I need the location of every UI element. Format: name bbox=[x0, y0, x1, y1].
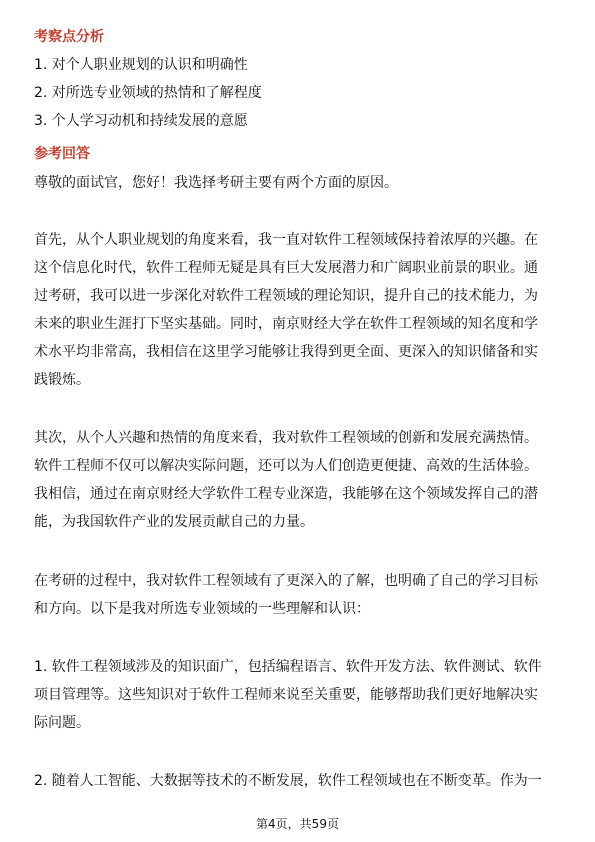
answer-line: 1. 软件工程领域涉及的知识面广，包括编程语言、软件开发方法、软件测试、软件 bbox=[34, 659, 542, 675]
answer-line: 项目管理等。这些知识对于软件工程师来说至关重要，能够帮助我们更好地解决实 bbox=[34, 687, 538, 703]
answer-line: 这个信息化时代，软件工程师无疑是具有巨大发展潜力和广阔职业前景的职业。通 bbox=[34, 260, 538, 276]
answer-heading: 参考回答 bbox=[34, 146, 90, 162]
answer-line: 能，为我国软件产业的发展贡献自己的力量。 bbox=[34, 514, 314, 530]
page-number: 第4页，共59页 bbox=[256, 817, 339, 831]
answer-line: 尊敬的面试官，您好！我选择考研主要有两个方面的原因。 bbox=[34, 175, 398, 191]
answer-line: 未来的职业生涯打下坚实基础。同时，南京财经大学在软件工程领域的知名度和学 bbox=[34, 316, 538, 332]
analysis-item: 1. 对个人职业规划的认识和明确性 bbox=[34, 57, 248, 73]
answer-line: 我相信，通过在南京财经大学软件工程专业深造，我能够在这个领域发挥自己的潜 bbox=[34, 486, 538, 502]
answer-line: 际问题。 bbox=[34, 715, 90, 731]
answer-line: 其次，从个人兴趣和热情的角度来看，我对软件工程领域的创新和发展充满热情。 bbox=[34, 430, 538, 446]
answer-line: 术水平均非常高，我相信在这里学习能够让我得到更全面、更深入的知识储备和实 bbox=[34, 344, 538, 360]
answer-line: 和方向。以下是我对所选专业领域的一些理解和认识： bbox=[34, 601, 370, 617]
analysis-item: 3. 个人学习动机和持续发展的意愿 bbox=[34, 113, 248, 129]
answer-line: 2. 随着人工智能、大数据等技术的不断发展，软件工程领域也在不断变革。作为一 bbox=[34, 773, 542, 789]
analysis-item: 2. 对所选专业领域的热情和了解程度 bbox=[34, 85, 262, 101]
answer-line: 过考研，我可以进一步深化对软件工程领域的理论知识，提升自己的技术能力，为 bbox=[34, 288, 538, 304]
answer-line: 践锻炼。 bbox=[34, 372, 90, 388]
analysis-heading: 考察点分析 bbox=[34, 29, 104, 45]
answer-line: 首先，从个人职业规划的角度来看，我一直对软件工程领域保持着浓厚的兴趣。在 bbox=[34, 232, 538, 248]
answer-line: 软件工程师不仅可以解决实际问题，还可以为人们创造更便捷、高效的生活体验。 bbox=[34, 458, 538, 474]
answer-line: 在考研的过程中，我对软件工程领域有了更深入的了解，也明确了自己的学习目标 bbox=[34, 573, 538, 589]
